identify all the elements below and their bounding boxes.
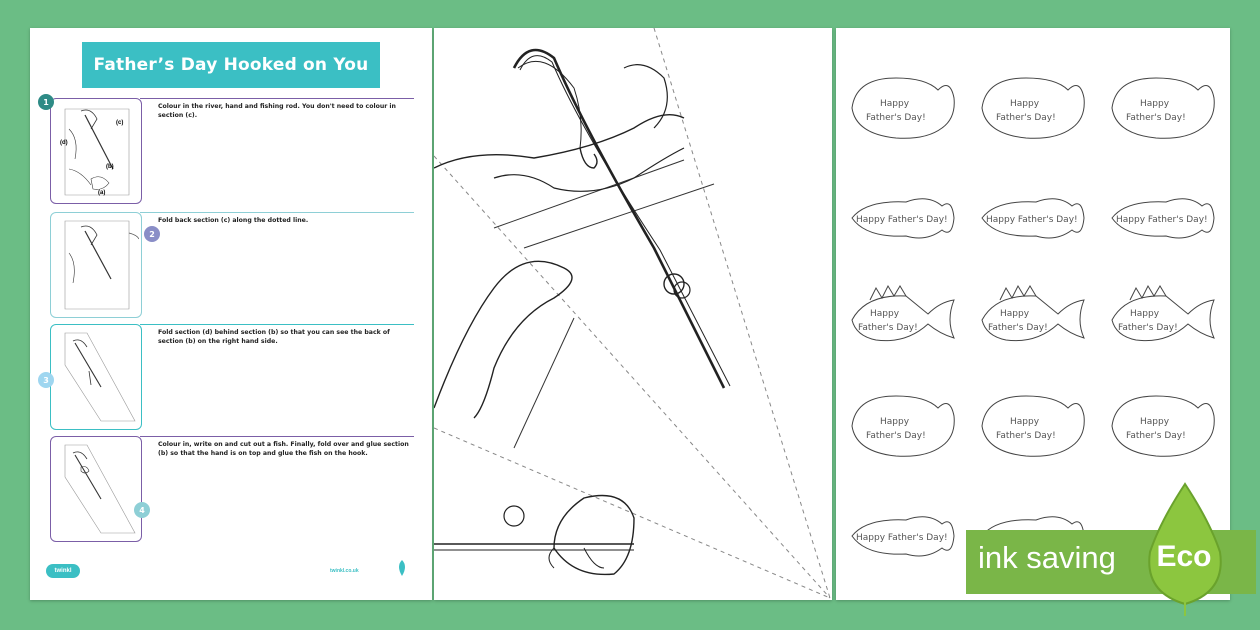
step-2: [48, 212, 414, 320]
fish-card-greeting: Happy Father's Day!: [856, 215, 948, 225]
fish-card-happy: Happy: [1000, 309, 1030, 319]
fish-card: [846, 506, 958, 566]
label-d: (d): [60, 140, 68, 146]
step-1-number: 1: [38, 94, 54, 110]
fishing-rod-hand-illustration: [434, 28, 832, 600]
footer-reference: twinkl.co.uk: [330, 568, 359, 574]
step-4-number: 4: [134, 502, 150, 518]
worksheet-title: Father’s Day Hooked on You: [82, 42, 380, 88]
step-2-thumbnail: [50, 212, 142, 318]
fold-diagram-icon: [51, 213, 139, 315]
fish-card-happy: Happy: [1140, 417, 1170, 427]
fish-card: [976, 280, 1088, 352]
step-3-text: Fold section (d) behind section (b) so that you can see the back of section (b) on the right hand side.: [158, 329, 390, 345]
fish-card-happy: Happy: [870, 309, 900, 319]
fish-card-happy: Happy: [880, 99, 910, 109]
step-1-text: Colour in the river, hand and fishing rod. You don't need to colour in section (c).: [158, 103, 396, 119]
fish-card: [846, 280, 958, 352]
fish-card-fathers-day: Father's Day!: [996, 113, 1056, 123]
twinkl-logo: twinkl: [46, 564, 80, 578]
step-3: [43, 324, 414, 432]
fish-card: [1106, 68, 1218, 148]
step-4-divider: [140, 436, 414, 437]
step-3-thumbnail: [50, 324, 142, 430]
fishing-template-page: [434, 28, 832, 600]
fish-card: [1106, 188, 1218, 248]
fish-card: [846, 386, 958, 466]
fish-card-greeting: Happy Father's Day!: [986, 215, 1078, 225]
fish-card-greeting: Happy Father's Day!: [1116, 215, 1208, 225]
instructions-page: [30, 28, 432, 600]
fish-card: [1106, 280, 1218, 352]
fish-card-fathers-day: Father's Day!: [1126, 431, 1186, 441]
step-3-divider: [140, 324, 414, 325]
fish-card-happy: Happy: [1010, 417, 1040, 427]
fish-card-happy: Happy: [1130, 309, 1160, 319]
fish-card-happy: Happy: [1140, 99, 1170, 109]
fish-card: [976, 68, 1088, 148]
eco-badge-text: Eco: [1156, 540, 1212, 573]
fish-card-greeting: Happy Father's Day!: [856, 533, 948, 543]
step-1: [43, 97, 414, 206]
fish-card: [846, 188, 958, 248]
fish-card-fathers-day: Father's Day!: [1126, 113, 1186, 123]
step-2-number: 2: [144, 226, 160, 242]
label-b: (b): [106, 164, 114, 170]
glue-fish-diagram-icon: [51, 437, 139, 539]
step-3-number: 3: [38, 372, 54, 388]
fish-card-fathers-day: Father's Day!: [866, 113, 926, 123]
fold-behind-diagram-icon: [51, 325, 139, 427]
step-1-divider: [140, 98, 414, 99]
fish-card-fathers-day: Father's Day!: [866, 431, 926, 441]
step-1-thumbnail: [50, 98, 142, 204]
fish-card: [846, 68, 958, 148]
label-c: (c): [116, 120, 124, 126]
fish-card: [976, 386, 1088, 466]
eco-mark-icon: [392, 558, 412, 578]
fish-card: [976, 188, 1088, 248]
step-2-text: Fold back section (c) along the dotted line.: [158, 217, 309, 224]
step-4-thumbnail: [50, 436, 142, 542]
fish-card-happy: Happy: [1010, 99, 1040, 109]
ink-saving-label: ink saving: [978, 540, 1116, 575]
fish-card-fathers-day: Father's Day!: [858, 323, 918, 333]
fish-card-fathers-day: Father's Day!: [996, 431, 1056, 441]
fishing-diagram-icon: [51, 99, 139, 201]
fish-card: [1106, 386, 1218, 466]
fish-card-fathers-day: Father's Day!: [988, 323, 1048, 333]
step-4: [48, 436, 414, 544]
label-a: (a): [98, 190, 106, 196]
step-4-text: Colour in, write on and cut out a fish. Finally, fold over and glue section (b) so that the hand is on top and glue the fish on the hook.: [158, 441, 409, 457]
step-2-divider: [140, 212, 414, 213]
fish-card-fathers-day: Father's Day!: [1118, 323, 1178, 333]
fish-card-happy: Happy: [880, 417, 910, 427]
